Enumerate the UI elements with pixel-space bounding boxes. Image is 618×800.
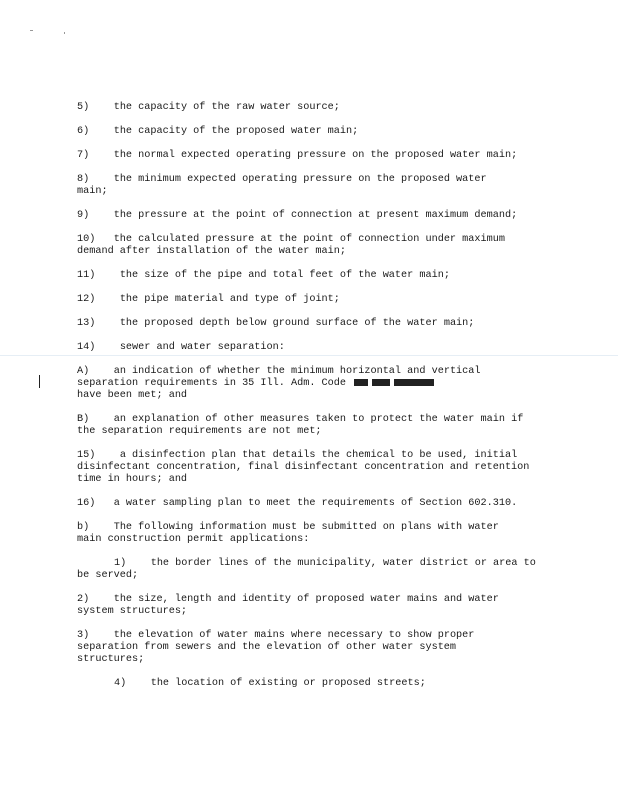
list-item-7 <box>77 150 547 162</box>
scan-mark <box>64 32 65 34</box>
list-item-13 <box>77 318 547 330</box>
list-item-9 <box>77 210 547 222</box>
item-text: the normal expected operating pressure on the proposed water main; <box>113 150 518 161</box>
item-text: the elevation of water mains where necessary to show proper separation from sewers and the elevation of other water system structures; <box>77 630 481 665</box>
item-number: 5) <box>77 102 90 113</box>
item-number: 2) <box>77 594 90 605</box>
item-number: 9) <box>77 210 90 221</box>
list-item-5 <box>77 102 547 114</box>
list-item-b4 <box>77 678 547 690</box>
item-number: 8) <box>77 174 90 185</box>
item-text: the location of existing or proposed streets; <box>150 678 426 689</box>
item-text: The following information must be submitted on plans with water main construction permit applications: <box>77 522 505 545</box>
item-text: an indication of whether the minimum horizontal and vertical separation requirements in 35 Ill. Adm. Code <box>77 366 487 389</box>
list-item-14 <box>77 342 547 354</box>
item-number: 11) <box>77 270 96 281</box>
item-text-continued: have been met; and <box>77 390 188 401</box>
item-number: b) <box>77 522 90 533</box>
redaction-mark <box>354 379 368 386</box>
list-item-6 <box>77 126 547 138</box>
item-text: the size, length and identity of proposed water mains and water system structures; <box>77 594 505 617</box>
list-item-subsection-b <box>77 522 527 546</box>
list-item-b <box>77 414 547 438</box>
item-number: 12) <box>77 294 96 305</box>
item-number: 6) <box>77 126 90 137</box>
redaction-mark <box>394 379 434 386</box>
item-text: the capacity of the proposed water main; <box>113 126 359 137</box>
item-text: the pressure at the point of connection at present maximum demand; <box>113 210 518 221</box>
list-item-15 <box>77 450 547 486</box>
list-item-b1 <box>77 558 542 582</box>
scan-mark <box>30 30 33 31</box>
item-text: the capacity of the raw water source; <box>113 102 340 113</box>
page-seam-line <box>0 355 618 356</box>
item-text: the proposed depth below ground surface of the water main; <box>119 318 475 329</box>
list-item-a <box>77 366 517 402</box>
redaction-mark <box>372 379 390 386</box>
item-number: 16) <box>77 498 96 509</box>
item-text: a disinfection plan that details the chemical to be used, initial disinfectant concentration, final disinfectant concentration and retention time in hours; and <box>77 450 536 485</box>
item-text: the calculated pressure at the point of connection under maximum demand after installation of the water main; <box>77 234 512 257</box>
list-item-8 <box>77 174 517 198</box>
list-item-16 <box>77 498 547 510</box>
item-text: the pipe material and type of joint; <box>119 294 340 305</box>
item-text: the size of the pipe and total feet of the water main; <box>119 270 450 281</box>
item-text: the minimum expected operating pressure on the proposed water main; <box>77 174 493 197</box>
item-number: 14) <box>77 342 96 353</box>
list-item-b2 <box>77 594 527 618</box>
item-number: B) <box>77 414 90 425</box>
item-text: the border lines of the municipality, water district or area to be served; <box>77 558 542 581</box>
item-number: 3) <box>77 630 90 641</box>
item-text: a water sampling plan to meet the requirements of Section 602.310. <box>113 498 518 509</box>
item-text: sewer and water separation: <box>119 342 285 353</box>
text-cursor <box>39 375 40 388</box>
item-number: 4) <box>114 678 127 689</box>
list-item-11 <box>77 270 547 282</box>
item-number: 1) <box>114 558 127 569</box>
item-number: 7) <box>77 150 90 161</box>
list-item-10 <box>77 234 527 258</box>
list-item-b3 <box>77 630 507 666</box>
item-number: 15) <box>77 450 96 461</box>
list-item-12 <box>77 294 547 306</box>
item-number: 13) <box>77 318 96 329</box>
item-text: an explanation of other measures taken to protect the water main if the separation requirements are not met; <box>77 414 530 437</box>
item-number: A) <box>77 366 90 377</box>
item-number: 10) <box>77 234 96 245</box>
